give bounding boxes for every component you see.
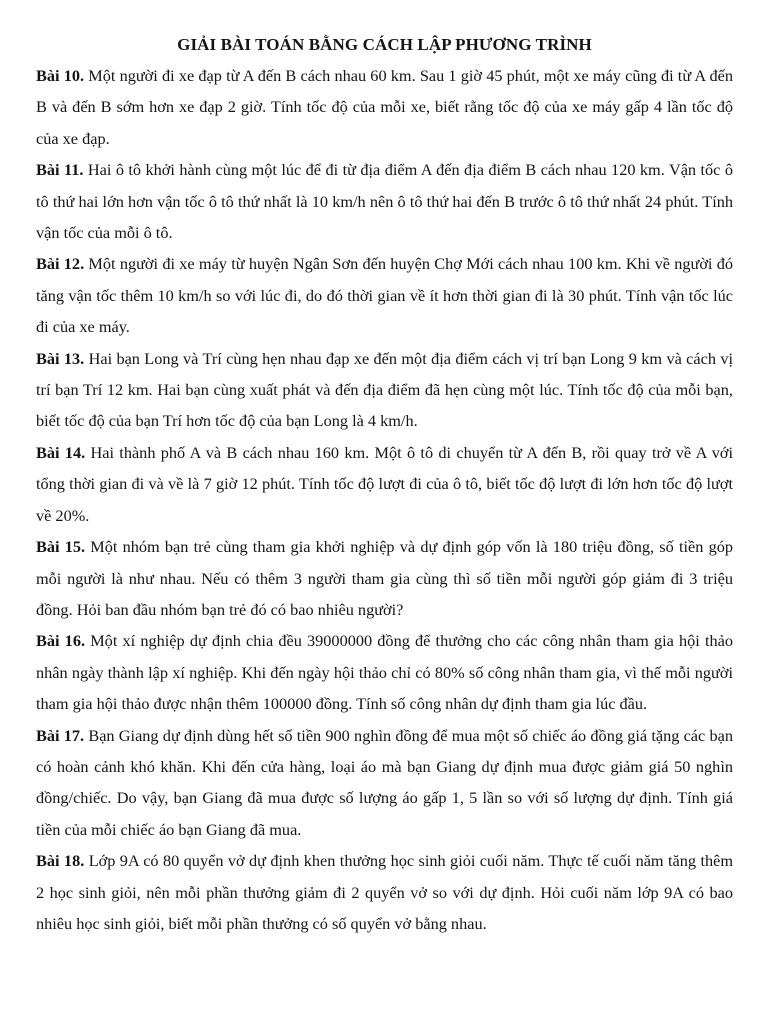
problem-label: Bài 14.	[36, 442, 86, 462]
problem-12	[36, 248, 733, 342]
problem-label: Bài 10.	[36, 66, 85, 85]
problem-10	[36, 60, 733, 154]
problem-11	[36, 154, 733, 248]
problem-text: Lớp 9A có 80 quyển vở dự định khen thưởng học sinh giỏi cuối năm. Thực tế cuối năm tăng thêm 2 học sinh giỏi, nên mỗi phần thưởng giảm đi 2 quyển vở so với dự định. Hỏi cuối năm lớp 9A có bao nhiêu học sinh giỏi, biết mỗi phần thưởng có số quyển vở bằng nhau.	[36, 851, 733, 933]
problem-label: Bài 13.	[36, 348, 85, 368]
problem-text: Hai bạn Long và Trí cùng hẹn nhau đạp xe đến một địa điểm cách vị trí bạn Long 9 km và cách vị trí bạn Trí 12 km. Hai bạn cùng xuất phát và đến địa điểm đã hẹn cùng một lúc. Tính tốc độ của mỗi bạn, biết tốc độ của bạn Trí hơn tốc độ của bạn Long là 4 km/h.	[36, 348, 733, 431]
problem-label: Bài 15.	[36, 537, 86, 557]
problem-label: Bài 18.	[36, 851, 85, 871]
page-title: GIẢI BÀI TOÁN BẰNG CÁCH LẬP PHƯƠNG TRÌNH	[177, 35, 592, 54]
problem-text: Một người đi xe đạp từ A đến B cách nhau 60 km. Sau 1 giờ 45 phút, một xe máy cũng đi từ A đến B và đến B sớm hơn xe đạp 2 giờ. Tính tốc độ của mỗi xe, biết rằng tốc độ của xe máy gấp 4 lần tốc độ của xe đạp.	[36, 66, 733, 148]
problem-label: Bài 11.	[36, 160, 84, 180]
problem-text: Một xí nghiệp dự định chia đều 39000000 đồng để thưởng cho các công nhân tham gia hội thảo nhân ngày thành lập xí nghiệp. Khi đến ngày hội thảo chỉ có 80% số công nhân tham gia, vì thế mỗi người tham gia hội thảo được nhận thêm 100000 đồng. Tính số công nhân dự định tham gia lúc đầu.	[36, 631, 733, 714]
problem-text: Một nhóm bạn trẻ cùng tham gia khởi nghiệp và dự định góp vốn là 180 triệu đồng, số tiền góp mỗi người là như nhau. Nếu có thêm 3 người tham gia cùng thì số tiền mỗi người góp giảm đi 3 triệu đồng. Hỏi ban đầu nhóm bạn trẻ đó có bao nhiêu người?	[36, 537, 733, 619]
problem-label: Bài 16.	[36, 631, 86, 651]
problem-18	[36, 845, 733, 939]
problem-text: Hai thành phố A và B cách nhau 160 km. Một ô tô di chuyển từ A đến B, rồi quay trở về A với tổng thời gian đi và về là 7 giờ 12 phút. Tính tốc độ lượt đi của ô tô, biết tốc độ lượt đi lớn hơn tốc độ lượt về 20%.	[36, 442, 733, 525]
problem-text: Một người đi xe máy từ huyện Ngân Sơn đến huyện Chợ Mới cách nhau 100 km. Khi về người đó tăng vận tốc thêm 10 km/h so với lúc đi, do đó thời gian về ít hơn thời gian đi là 30 phút. Tính vận tốc lúc đi của xe máy.	[36, 254, 734, 337]
problem-16	[36, 625, 733, 719]
problem-15	[36, 531, 733, 625]
problem-label: Bài 17.	[36, 725, 85, 745]
problem-text: Bạn Giang dự định dùng hết số tiền 900 nghìn đồng để mua một số chiếc áo đồng giá tặng các bạn có hoàn cảnh khó khăn. Khi đến cửa hàng, loại áo mà bạn Giang dự định mua được giảm giá 50 nghìn đồng/chiếc. Do vậy, bạn Giang đã mua được số lượng áo gấp 1, 5 lần so với số lượng dự định. Tính giá tiền của mỗi chiếc áo bạn Giang đã mua.	[36, 725, 733, 839]
problem-14	[36, 437, 733, 531]
problem-label: Bài 12.	[36, 254, 85, 274]
problem-17	[36, 720, 733, 846]
document-page	[36, 30, 733, 939]
problem-text: Hai ô tô khởi hành cùng một lúc để đi từ địa điểm A đến địa điểm B cách nhau 120 km. Vận tốc ô tô thứ hai lớn hơn vận tốc ô tô thứ nhất là 10 km/h nên ô tô thứ hai đến B trước ô tô thứ nhất 24 phút. Tính vận tốc của mỗi ô tô.	[36, 160, 733, 243]
problem-13	[36, 343, 733, 437]
